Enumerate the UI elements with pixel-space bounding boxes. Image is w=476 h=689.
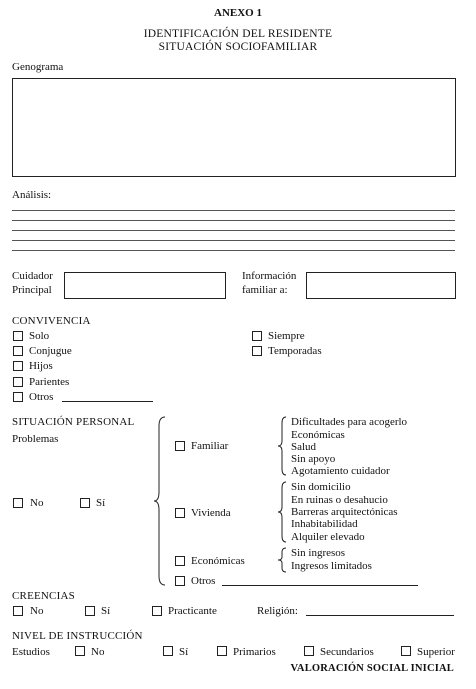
familiar-item-1: Dificultades para acogerlo xyxy=(291,416,408,428)
analisis-line-1[interactable] xyxy=(12,210,455,211)
creencias-heading: CREENCIAS xyxy=(12,590,75,602)
situacion-otros-line[interactable] xyxy=(222,585,418,586)
page-title: IDENTIFICACIÓN DEL RESIDENTE xyxy=(143,28,333,40)
convivencia-parientes-checkbox[interactable] xyxy=(13,377,23,387)
convivencia-solo-label: Solo xyxy=(29,330,50,342)
familiar-label: Familiar xyxy=(191,440,229,452)
estudios-secundarios-label: Secundarios xyxy=(320,646,374,658)
familiar-item-3: Salud xyxy=(291,441,317,453)
brace-familiar xyxy=(277,416,287,476)
brace-vivienda xyxy=(277,481,287,543)
creencias-no-label: No xyxy=(30,605,44,617)
economicas-checkbox[interactable] xyxy=(175,556,185,566)
page-subtitle: SITUACIÓN SOCIOFAMILIAR xyxy=(158,41,318,53)
creencias-no-checkbox[interactable] xyxy=(13,606,23,616)
convivencia-siempre-label: Siempre xyxy=(268,330,305,342)
convivencia-temporadas-label: Temporadas xyxy=(268,345,322,357)
convivencia-parientes-label: Parientes xyxy=(29,376,70,388)
convivencia-hijos-checkbox[interactable] xyxy=(13,361,23,371)
estudios-label: Estudios xyxy=(12,646,50,658)
convivencia-heading: CONVIVENCIA xyxy=(12,315,91,327)
convivencia-otros-checkbox[interactable] xyxy=(13,392,23,402)
problemas-no-checkbox[interactable] xyxy=(13,498,23,508)
instruccion-heading: NIVEL DE INSTRUCCIÓN xyxy=(12,630,143,642)
creencias-practicante-label: Practicante xyxy=(168,605,217,617)
info-familiar-field[interactable] xyxy=(306,272,456,299)
convivencia-temporadas-checkbox[interactable] xyxy=(252,346,262,356)
economicas-label: Económicas xyxy=(191,555,245,567)
vivienda-label: Vivienda xyxy=(191,507,231,519)
estudios-no-label: No xyxy=(91,646,105,658)
cuidador-label-1: Cuidador xyxy=(12,270,53,282)
analisis-line-3[interactable] xyxy=(12,230,455,231)
estudios-no-checkbox[interactable] xyxy=(75,646,85,656)
cuidador-field[interactable] xyxy=(64,272,226,299)
problemas-si-label: Sí xyxy=(96,497,106,509)
genograma-box[interactable] xyxy=(12,78,456,177)
familiar-checkbox[interactable] xyxy=(175,441,185,451)
info-familiar-label-1: Información xyxy=(242,270,297,282)
vivienda-item-3: Barreras arquitectónicas xyxy=(291,506,398,518)
convivencia-otros-label: Otros xyxy=(29,391,54,403)
analisis-line-4[interactable] xyxy=(12,240,455,241)
economicas-item-2: Ingresos limitados xyxy=(291,560,372,572)
creencias-si-checkbox[interactable] xyxy=(85,606,95,616)
problemas-si-checkbox[interactable] xyxy=(80,498,90,508)
vivienda-item-2: En ruinas o desahucio xyxy=(291,494,388,506)
convivencia-otros-line[interactable] xyxy=(62,401,153,402)
familiar-item-5: Agotamiento cuidador xyxy=(291,465,390,477)
analisis-line-2[interactable] xyxy=(12,220,455,221)
convivencia-conjugue-label: Conjugue xyxy=(29,345,72,357)
estudios-primarios-checkbox[interactable] xyxy=(217,646,227,656)
situacion-otros-label: Otros xyxy=(191,575,216,587)
convivencia-hijos-label: Hijos xyxy=(29,360,53,372)
problemas-no-label: No xyxy=(30,497,44,509)
estudios-si-checkbox[interactable] xyxy=(163,646,173,656)
estudios-primarios-label: Primarios xyxy=(233,646,276,658)
cuidador-label-2: Principal xyxy=(12,284,52,296)
brace-economicas xyxy=(277,547,287,573)
creencias-practicante-checkbox[interactable] xyxy=(152,606,162,616)
brace-main xyxy=(153,416,167,586)
info-familiar-label-2: familiar a: xyxy=(242,284,288,296)
convivencia-siempre-checkbox[interactable] xyxy=(252,331,262,341)
analisis-line-5[interactable] xyxy=(12,250,455,251)
situacion-otros-checkbox[interactable] xyxy=(175,576,185,586)
estudios-superior-checkbox[interactable] xyxy=(401,646,411,656)
familiar-item-4: Sin apoyo xyxy=(291,453,336,465)
genograma-label: Genograma xyxy=(12,61,64,73)
analisis-label: Análisis: xyxy=(12,189,52,201)
creencias-religion-label: Religión: xyxy=(257,605,298,617)
economicas-item-1: Sin ingresos xyxy=(291,547,346,559)
estudios-secundarios-checkbox[interactable] xyxy=(304,646,314,656)
vivienda-item-4: Inhabitabilidad xyxy=(291,518,358,530)
vivienda-item-5: Alquiler elevado xyxy=(291,531,365,543)
convivencia-solo-checkbox[interactable] xyxy=(13,331,23,341)
problemas-label: Problemas xyxy=(12,433,59,445)
footer-label: VALORACIÓN SOCIAL INICIAL xyxy=(290,663,454,674)
familiar-item-2: Económicas xyxy=(291,429,345,441)
estudios-superior-label: Superior xyxy=(417,646,455,658)
estudios-si-label: Sí xyxy=(179,646,189,658)
convivencia-conjugue-checkbox[interactable] xyxy=(13,346,23,356)
creencias-si-label: Sí xyxy=(101,605,111,617)
creencias-religion-line[interactable] xyxy=(306,615,454,616)
annex-label: ANEXO 1 xyxy=(214,7,262,19)
vivienda-checkbox[interactable] xyxy=(175,508,185,518)
vivienda-item-1: Sin domicilio xyxy=(291,481,351,493)
situacion-heading: SITUACIÓN PERSONAL xyxy=(12,416,135,428)
